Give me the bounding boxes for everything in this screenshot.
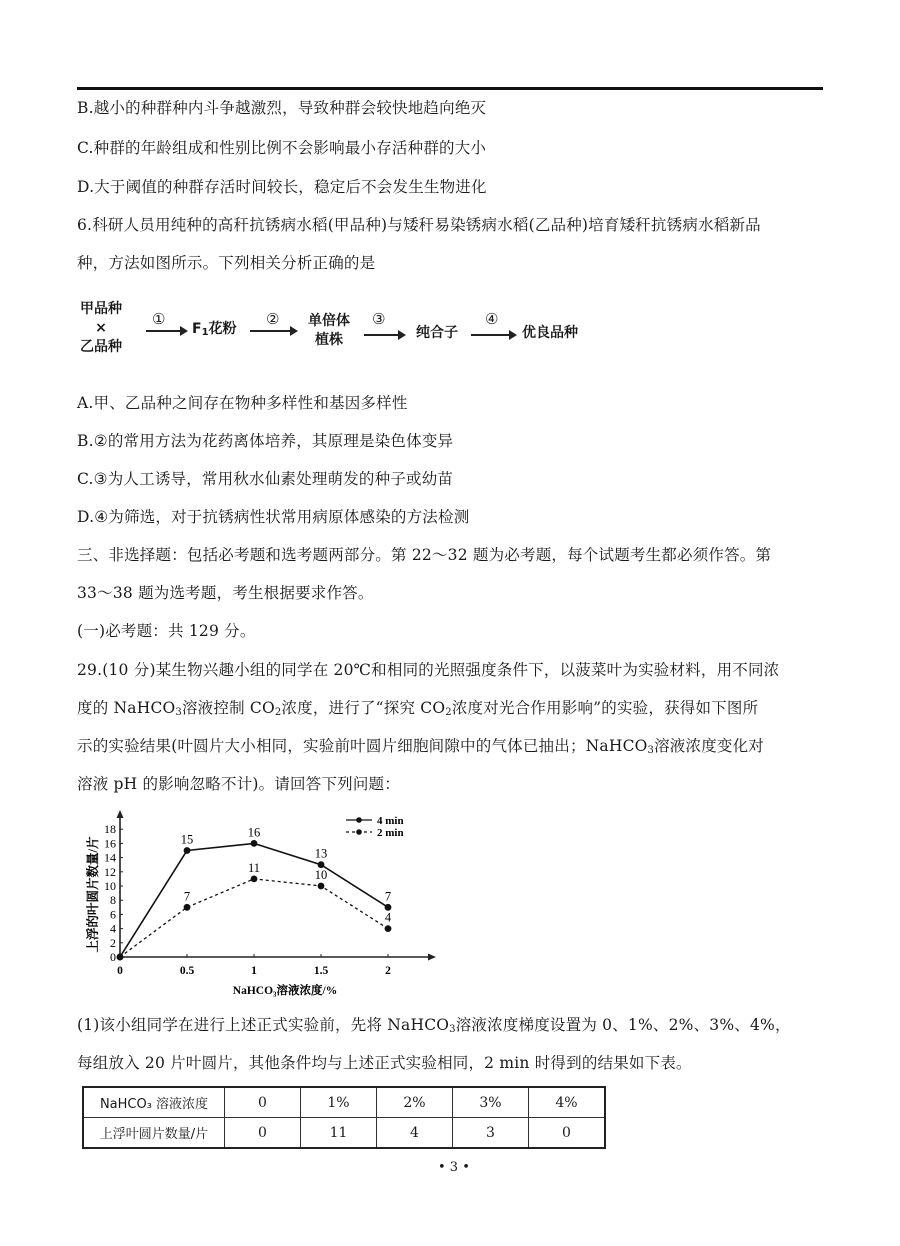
data-point	[184, 904, 191, 911]
q29-line2: 度的 NaHCO$_3$溶液控制 $CO_2$浓度，进行了“探究 $CO_2$浓度对光合作用影响”的实验，获得如下图所	[77, 699, 759, 718]
q29-line1: 29.(10 分)某生物兴趣小组的同学在 20℃和相同的光照强度条件下，以菠菜叶为实验材料，用不同浓	[77, 661, 780, 679]
f1-pollen-node: $F_1$花粉	[192, 321, 237, 338]
header-rule	[77, 87, 823, 90]
data-point	[251, 840, 258, 847]
data-point	[385, 925, 392, 932]
q6-stem-line1: 6.科研人员用纯种的高秆抗锈病水稻(甲品种)与矮秆易染锈病水稻(乙品种)培育矮秆抗锈病水稻新品	[77, 216, 761, 234]
y-tick-label: 14	[104, 850, 116, 865]
legend-label: 2 min	[377, 827, 404, 839]
x-axis-arrow-icon	[428, 954, 436, 961]
y-tick-label: 10	[104, 879, 116, 893]
data-label: 13	[314, 846, 328, 861]
q29-line3: 示的实验结果(叶圆片大小相同，实验前叶圆片细胞间隙中的气体已抽出；NaHCO$_3$溶液浓度变化对	[77, 737, 765, 756]
q29-sub1-line2: 每组放入 20 片叶圆片，其他条件均与上述正式实验相同，2 min 时得到的结果如下表。	[77, 1054, 692, 1072]
x-tick-label: 1.5	[313, 965, 329, 977]
arrow-icon	[471, 334, 515, 336]
homozygote-node: 纯合子	[416, 325, 458, 341]
table-row	[83, 1118, 605, 1149]
table-cell: 4%	[529, 1087, 606, 1118]
table-row	[83, 1087, 605, 1118]
y-tick-label: 0	[110, 950, 116, 964]
table-cell: 1%	[301, 1087, 377, 1118]
data-point	[251, 876, 258, 883]
y-axis-label: 上浮的叶圆片数量/片	[86, 836, 100, 953]
step-1-label: ①	[152, 310, 166, 328]
step-3-label: ③	[372, 310, 386, 328]
page-number: • 3 •	[438, 1160, 470, 1175]
q6-option-c: C.③为人工诱导，常用秋水仙素处理萌发的种子或幼苗	[77, 470, 454, 488]
x-tick-label: 2	[385, 965, 391, 977]
q29-sub1-line1: (1)该小组同学在进行上述正式实验前，先将 NaHCO$_3$溶液浓度梯度设置为 0、1%、2%、3%、4%，	[77, 1016, 791, 1035]
data-label: 7	[183, 889, 191, 904]
q6-option-a: A.甲、乙品种之间存在物种多样性和基因多样性	[77, 394, 408, 412]
legend-marker	[356, 829, 362, 835]
data-label: 10	[314, 868, 328, 882]
data-label: 16	[247, 825, 261, 840]
parent-2-label: 乙品种	[80, 339, 122, 355]
table-row-header: 上浮叶圆片数量/片	[83, 1118, 225, 1149]
q29-line4: 溶液 pH 的影响忽略不计)。请回答下列问题：	[77, 775, 400, 793]
floating-leaf-disc-chart	[76, 806, 446, 1001]
data-point	[117, 954, 124, 961]
arrow-icon	[364, 334, 404, 336]
table-cell: 3	[453, 1118, 529, 1149]
haploid-node: 单倍体 植株	[308, 313, 350, 348]
data-label: 4	[384, 910, 392, 925]
table-cell: 0	[529, 1118, 606, 1149]
section3-line1: 三、非选择题：包括必考题和选考题两部分。第 22～32 题为必考题，每个试题考生都必须作答。第	[77, 546, 772, 564]
q6-option-b: B.②的常用方法为花药离体培养，其原理是染色体变异	[77, 432, 454, 450]
table-cell: 0	[225, 1118, 301, 1149]
section3-line2: 33～38 题为选考题，考生根据要求作答。	[77, 584, 374, 602]
table-cell: 4	[377, 1118, 453, 1149]
section3-line3: (一)必考题：共 129 分。	[77, 622, 256, 640]
parents-node	[80, 300, 122, 357]
x-axis-label: NaHCO₃溶液浓度/%	[232, 985, 338, 997]
q6-option-d: D.④为筛选，对于抗锈病性状常用病原体感染的方法检测	[77, 508, 470, 526]
q5-option-c: C.种群的年龄组成和性别比例不会影响最小存活种群的大小	[77, 139, 487, 157]
q5-option-d: D.大于阈值的种群存活时间较长，稳定后不会发生生物进化	[77, 178, 487, 196]
y-tick-label: 6	[110, 907, 116, 922]
cross-symbol: ×	[95, 320, 107, 336]
table-row-header: NaHCO₃ 溶液浓度	[83, 1087, 225, 1118]
chart-svg	[76, 806, 446, 1001]
x-tick-label: 0.5	[179, 965, 195, 977]
data-point	[318, 883, 325, 890]
y-tick-label: 4	[110, 921, 116, 936]
arrow-icon	[250, 330, 296, 332]
arrow-icon	[146, 330, 186, 332]
step-2-label: ②	[266, 310, 280, 328]
y-tick-label: 8	[110, 893, 116, 908]
data-label: 15	[180, 832, 194, 847]
y-tick-label: 12	[104, 864, 116, 879]
data-label: 7	[384, 889, 392, 904]
parent-1-label: 甲品种	[80, 301, 122, 317]
results-table	[82, 1086, 606, 1149]
x-tick-label: 1	[251, 965, 257, 977]
q6-stem-line2: 种，方法如图所示。下列相关分析正确的是	[77, 254, 376, 272]
data-point	[184, 847, 191, 854]
y-tick-label: 16	[104, 836, 116, 851]
table-cell: 2%	[377, 1087, 453, 1118]
legend-marker	[356, 817, 362, 823]
table-cell: 0	[225, 1087, 301, 1118]
series-line-2-min	[120, 879, 388, 957]
step-4-label: ④	[485, 310, 499, 328]
elite-variety-node: 优良品种	[522, 325, 578, 341]
breeding-flow-diagram	[80, 296, 610, 366]
table-cell: 11	[301, 1118, 377, 1149]
legend-label: 4 min	[377, 815, 404, 827]
y-axis-arrow-icon	[117, 810, 124, 818]
y-tick-label: 18	[104, 822, 116, 837]
data-label: 11	[247, 860, 261, 875]
x-tick-label: 0	[117, 965, 123, 977]
q5-option-b: B.越小的种群种内斗争越激烈，导致种群会较快地趋向绝灭	[77, 99, 487, 117]
y-tick-label: 2	[110, 935, 116, 950]
table-cell: 3%	[453, 1087, 529, 1118]
